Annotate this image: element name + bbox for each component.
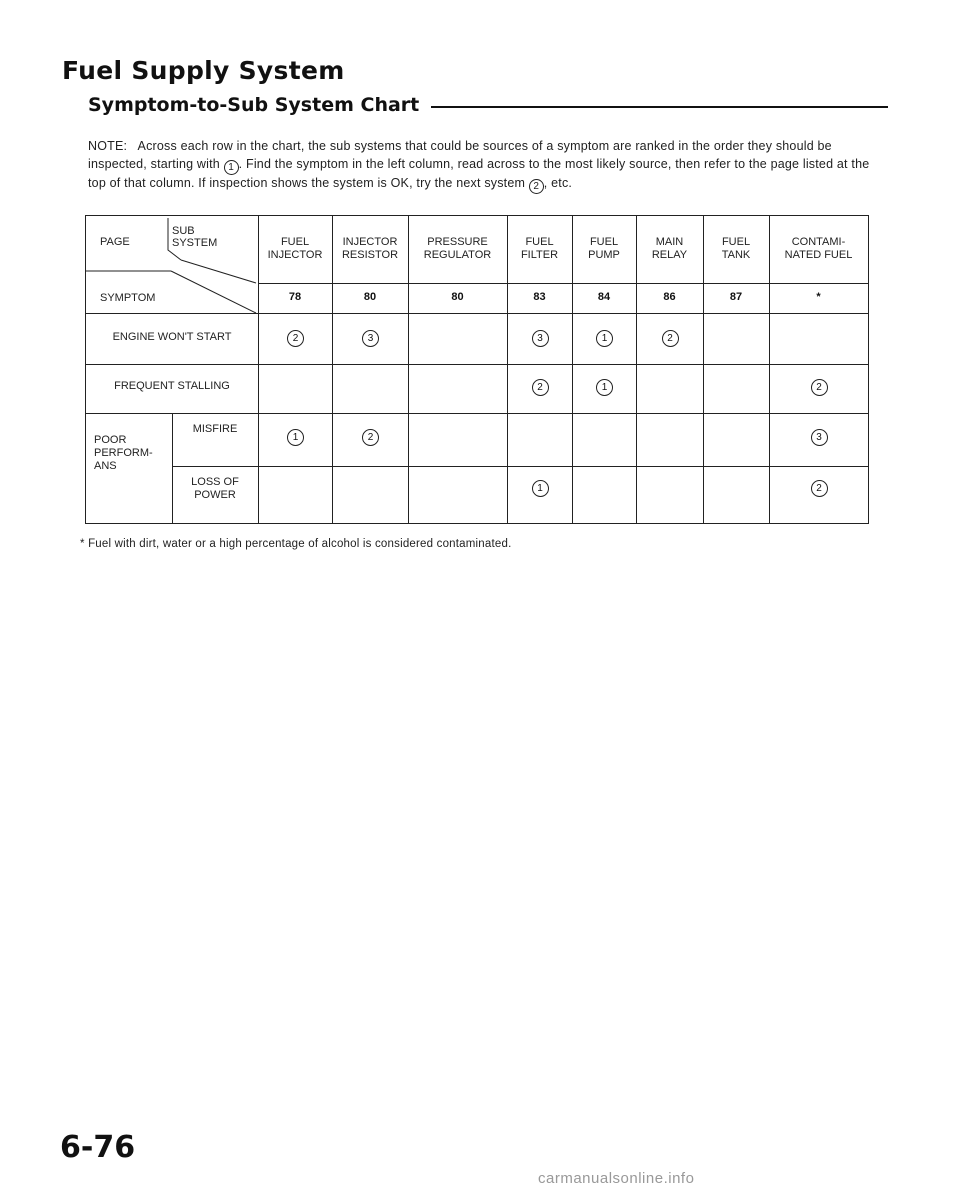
column-header bbox=[769, 236, 868, 262]
column-header-line: PRESSURE bbox=[427, 236, 488, 248]
rank-2-marker: 2 bbox=[529, 179, 544, 194]
section-header bbox=[88, 92, 888, 118]
rank-marker: 1 bbox=[532, 480, 549, 497]
column-header-line: MAIN bbox=[655, 236, 684, 248]
rank-marker: 2 bbox=[811, 379, 828, 396]
page-title: Fuel Supply System bbox=[62, 56, 345, 85]
group-label-poor-performance: POOR PERFORM- ANS bbox=[94, 434, 153, 472]
section-rule bbox=[431, 106, 888, 108]
grid-vline bbox=[507, 216, 508, 523]
grid-vline bbox=[769, 216, 770, 523]
note-label: NOTE: bbox=[88, 139, 128, 153]
column-header-line: FUEL bbox=[721, 236, 751, 248]
rank-marker: 3 bbox=[362, 330, 379, 347]
grid-vline bbox=[636, 216, 637, 523]
row-label-loss-of-power bbox=[172, 476, 258, 502]
grid-vline bbox=[258, 216, 259, 523]
column-page-number: 84 bbox=[597, 291, 611, 303]
column-header-line: TANK bbox=[721, 249, 751, 261]
rank-marker: 2 bbox=[362, 429, 379, 446]
column-header-line: FUEL bbox=[589, 236, 619, 248]
rank-marker: 2 bbox=[287, 330, 304, 347]
rank-marker: 1 bbox=[596, 379, 613, 396]
grid-vline bbox=[408, 216, 409, 523]
symptom-chart-table bbox=[85, 215, 869, 524]
grid-hline bbox=[86, 313, 868, 314]
column-header-line: CONTAMI- bbox=[791, 236, 846, 248]
rank-marker: 2 bbox=[662, 330, 679, 347]
note-paragraph bbox=[88, 138, 888, 194]
row-label-frequent-stalling: FREQUENT STALLING bbox=[114, 380, 230, 392]
column-page-number: * bbox=[816, 291, 821, 303]
grid-hline bbox=[86, 364, 868, 365]
column-header bbox=[572, 236, 636, 262]
grid-hline bbox=[86, 413, 868, 414]
column-page-number: 78 bbox=[288, 291, 302, 303]
row-label-engine-wont-start: ENGINE WON'T START bbox=[112, 331, 232, 343]
rank-marker: 1 bbox=[287, 429, 304, 446]
row-label-line: LOSS OF bbox=[191, 476, 239, 488]
rank-marker: 1 bbox=[596, 330, 613, 347]
column-page-number: 86 bbox=[663, 291, 676, 303]
footnote: * Fuel with dirt, water or a high percentage of alcohol is considered contaminated. bbox=[80, 538, 512, 550]
column-header bbox=[408, 236, 507, 262]
rank-1-marker: 1 bbox=[224, 160, 239, 175]
column-header bbox=[507, 236, 572, 262]
row-label-line: POWER bbox=[194, 489, 236, 501]
rank-marker: 2 bbox=[532, 379, 549, 396]
corner-page-label: PAGE bbox=[100, 236, 130, 248]
page-number: 6-76 bbox=[60, 1130, 136, 1165]
note-text-1: Across each row in the chart, the sub systems that could be sources of a symptom are ranked in the order they should be inspected, starting with bbox=[88, 139, 832, 171]
column-header-line: INJECTOR bbox=[267, 249, 323, 261]
column-page-number: 80 bbox=[363, 291, 377, 303]
section-title: Symptom-to-Sub System Chart bbox=[88, 94, 420, 116]
grid-vline bbox=[572, 216, 573, 523]
grid-hline bbox=[258, 283, 868, 284]
corner-sub-label: SUB bbox=[172, 225, 195, 237]
column-header-line: NATED FUEL bbox=[784, 249, 853, 261]
corner-diagonal bbox=[86, 216, 258, 314]
column-header-line: INJECTOR bbox=[342, 236, 398, 248]
corner-system-label: SYSTEM bbox=[172, 237, 218, 249]
corner-symptom-label: SYMPTOM bbox=[100, 292, 156, 304]
column-header bbox=[258, 236, 332, 262]
column-page-number: 80 bbox=[451, 291, 464, 303]
grid-vline bbox=[703, 216, 704, 523]
column-header bbox=[332, 236, 408, 262]
column-page-number: 87 bbox=[729, 291, 743, 303]
grid-vline bbox=[332, 216, 333, 523]
grid-hline bbox=[172, 466, 868, 467]
note-text-3: , etc. bbox=[543, 175, 573, 190]
column-header-line: REGULATOR bbox=[423, 249, 492, 261]
rank-marker: 2 bbox=[811, 480, 828, 497]
column-header-line: RELAY bbox=[651, 249, 688, 261]
column-page-number: 83 bbox=[533, 291, 546, 303]
rank-marker: 3 bbox=[811, 429, 828, 446]
note-text-2: . Find the symptom in the left column, read across to the most likely source, then refer to the page listed at the top of that column. If inspection shows the system is OK, try the next system bbox=[88, 156, 870, 190]
row-label-misfire: MISFIRE bbox=[192, 423, 238, 435]
column-header-line: RESISTOR bbox=[341, 249, 399, 261]
rank-marker: 3 bbox=[532, 330, 549, 347]
column-header-line: PUMP bbox=[588, 249, 620, 261]
column-header-line: FILTER bbox=[520, 249, 559, 261]
column-header-line: FUEL bbox=[525, 236, 554, 248]
column-header-line: FUEL bbox=[280, 236, 310, 248]
watermark: carmanualsonline.info bbox=[538, 1170, 695, 1187]
column-header bbox=[703, 236, 769, 262]
column-header bbox=[636, 236, 703, 262]
